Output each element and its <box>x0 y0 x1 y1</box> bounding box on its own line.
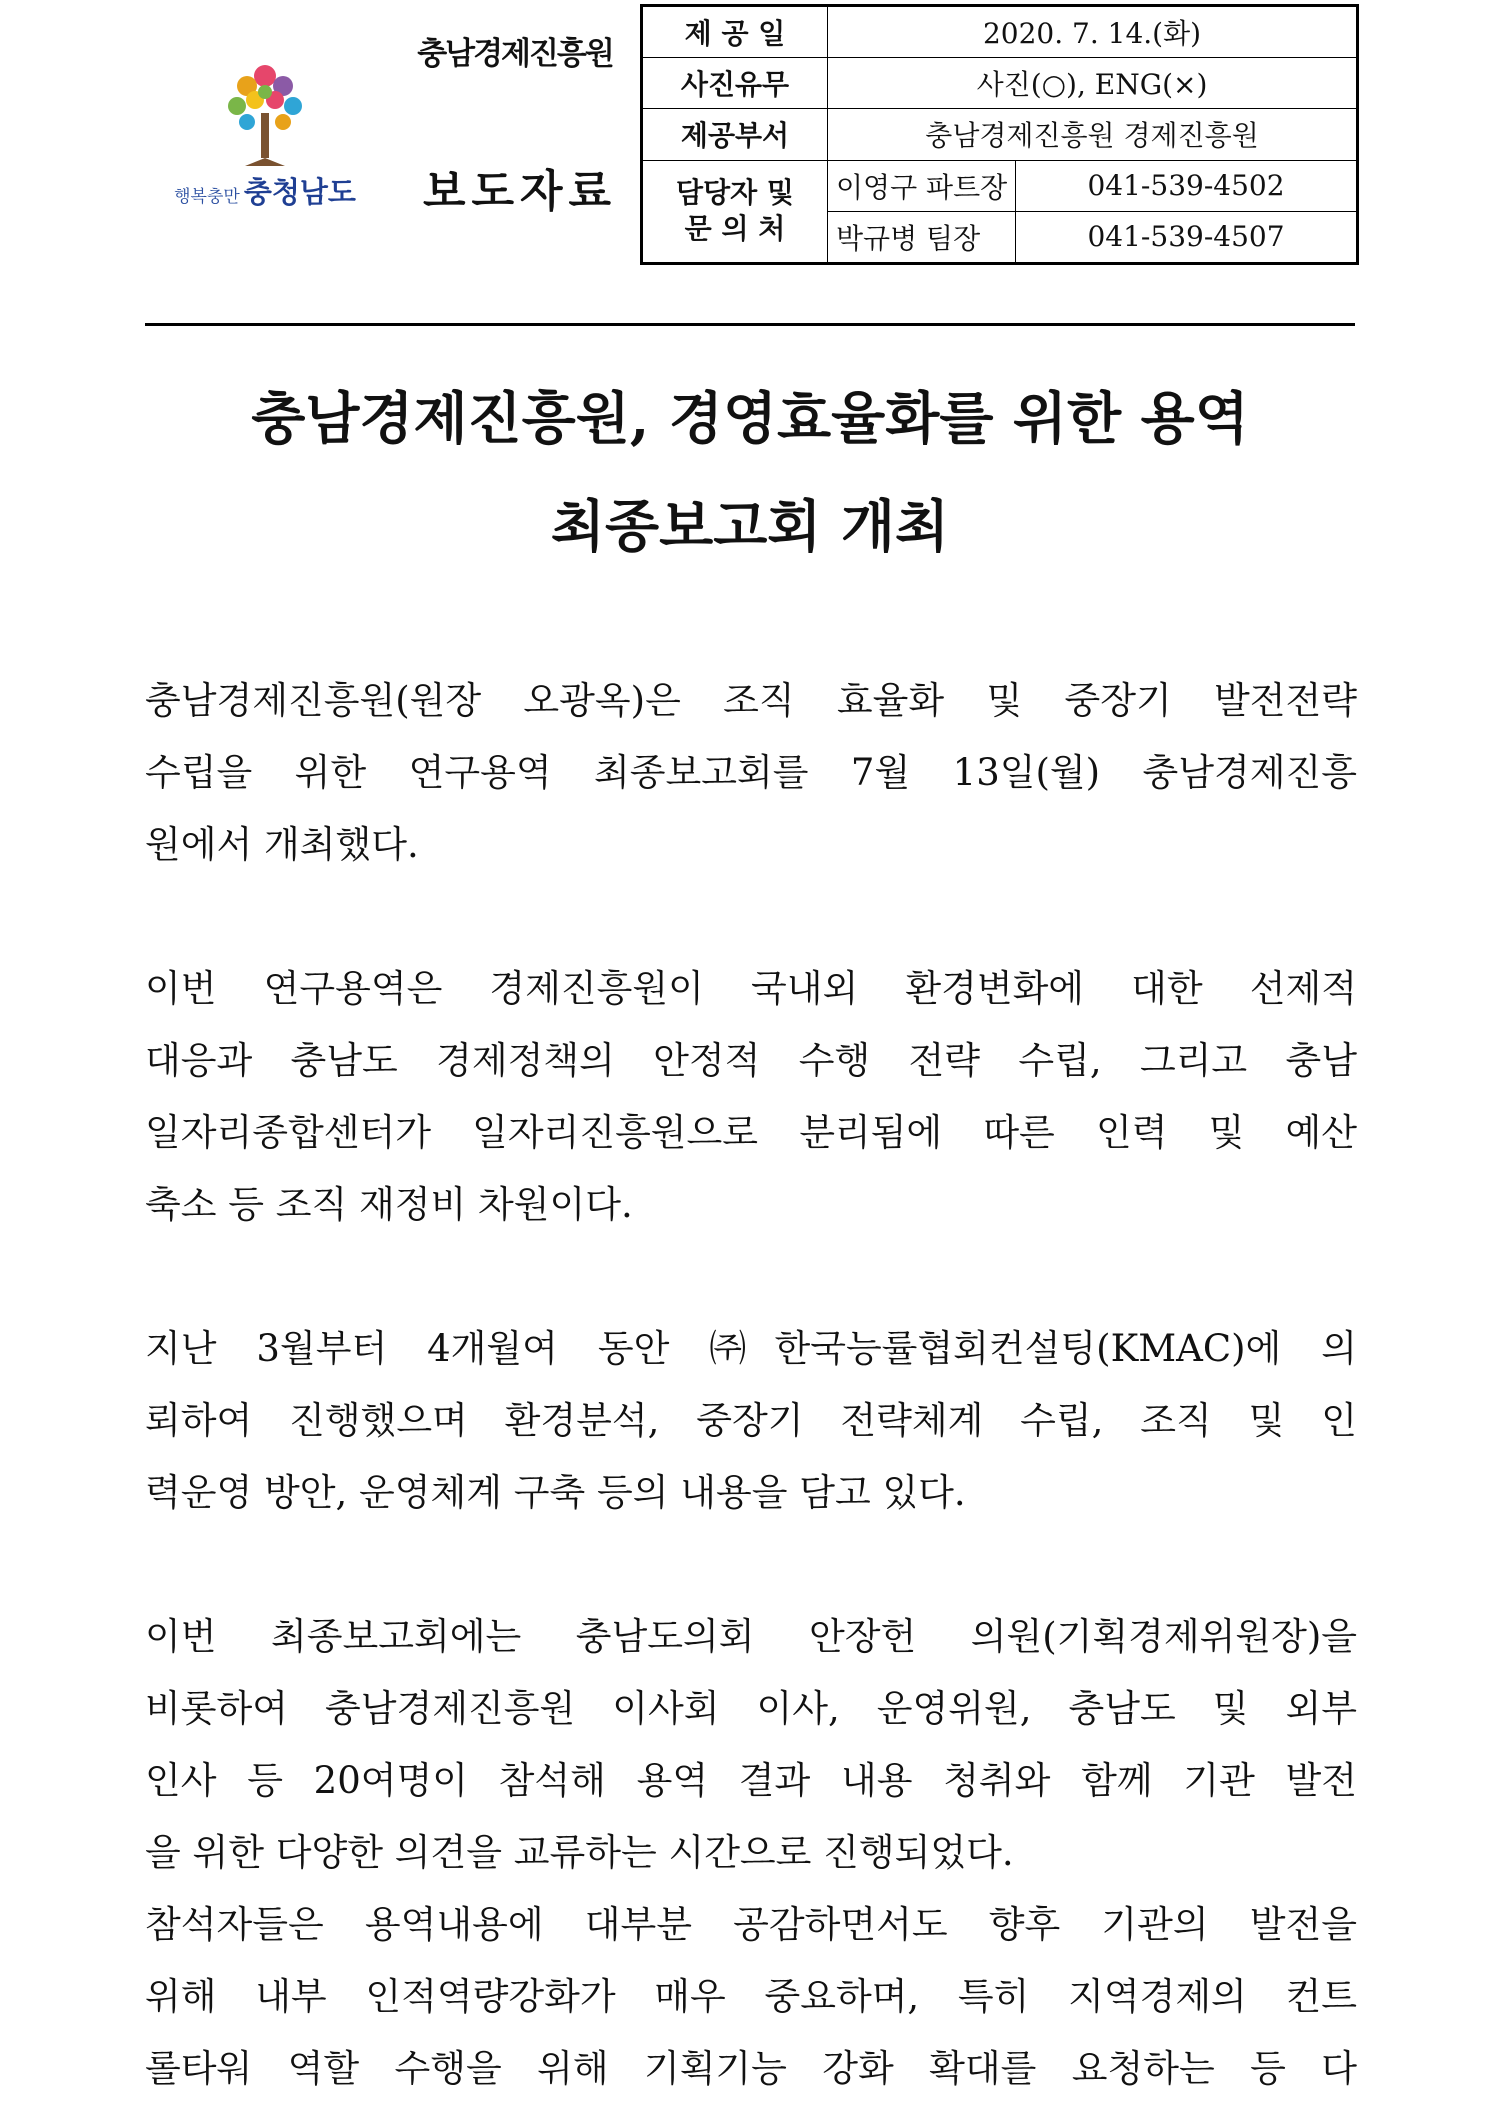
text-line: 비롯하여 충남경제진흥원 이사회 이사, 운영위원, 충남도 및 외부 <box>145 1687 1357 1730</box>
headline-line: 최종보고회 개최 <box>550 494 950 560</box>
contact-phone: 041-539-4502 <box>1016 160 1358 211</box>
contact-label <box>642 160 828 263</box>
table-row <box>642 6 1358 58</box>
text-line: 충남경제진흥원(원장 오광옥)은 조직 효율화 및 중장기 발전전략 <box>145 679 1357 722</box>
department-label: 제공부서 <box>642 109 828 160</box>
paragraph <box>145 953 1357 1241</box>
paragraph <box>145 665 1357 881</box>
text-line: 롤타워 역할 수행을 위해 기획기능 강화 확대를 요청하는 등 다 <box>145 2047 1357 2090</box>
tree-emblem-icon <box>225 58 305 168</box>
contact-phone: 041-539-4507 <box>1016 211 1358 263</box>
department-value: 충남경제진흥원 경제진흥원 <box>828 109 1358 160</box>
text-line: 뢰하여 진행했으며 환경분석, 중장기 전략체계 수립, 조직 및 인 <box>145 1399 1357 1442</box>
date-value: 2020. 7. 14.(화) <box>828 6 1358 58</box>
text-line: 축소 등 조직 재정비 차원이다. <box>145 1183 633 1226</box>
contact-label-line1: 담당자 및 <box>676 176 794 210</box>
province-logo <box>155 58 375 208</box>
contact-name: 박규병 팀장 <box>828 211 1016 263</box>
photo-value: 사진(○), ENG(×) <box>828 58 1358 109</box>
table-row <box>642 109 1358 160</box>
photo-label: 사진유무 <box>642 58 828 109</box>
release-info-table <box>640 4 1359 265</box>
table-row <box>642 160 1358 211</box>
header-divider <box>145 323 1355 326</box>
text-line: 력운영 방안, 운영체계 구축 등의 내용을 담고 있다. <box>145 1471 966 1514</box>
headline-line: 충남경제진흥원, 경영효율화를 위한 용역 <box>251 386 1249 452</box>
text-line: 일자리종합센터가 일자리진흥원으로 분리됨에 따른 인력 및 예산 <box>145 1111 1357 1154</box>
headline <box>100 365 1400 581</box>
logo-slogan: 행복충만 <box>174 187 240 207</box>
text-line: 위해 내부 인적역량강화가 매우 중요하며, 특히 지역경제의 컨트 <box>145 1975 1357 2018</box>
text-line: 을 위한 다양한 의견을 교류하는 시간으로 진행되었다. <box>145 1831 1014 1874</box>
agency-name: 충남경제진흥원 <box>417 36 613 72</box>
contact-label-line2: 문 의 처 <box>684 212 786 246</box>
logo-province-name: 충청남도 <box>243 175 356 209</box>
text-line: 지난 3월부터 4개월여 동안 ㈜한국능률협회컨설팅(KMAC)에 의 <box>145 1327 1357 1370</box>
text-line: 인사 등 20여명이 참석해 용역 결과 내용 청취와 함께 기관 발전 <box>145 1759 1358 1802</box>
article-body <box>145 665 1357 2105</box>
date-label: 제 공 일 <box>642 6 828 58</box>
text-line: 수립을 위한 연구용역 최종보고회를 7월 13일(월) 충남경제진흥 <box>145 751 1357 794</box>
table-row <box>642 58 1358 109</box>
text-line: 원에서 개최했다. <box>145 823 419 866</box>
contact-name: 이영구 파트장 <box>828 160 1016 211</box>
paragraph <box>145 1313 1357 1529</box>
text-line: 대응과 충남도 경제정책의 안정적 수행 전략 수립, 그리고 충남 <box>145 1039 1357 1082</box>
text-line: 이번 최종보고회에는 충남도의회 안장헌 의원(기획경제위원장)을 <box>145 1615 1357 1658</box>
text-line: 이번 연구용역은 경제진흥원이 국내외 환경변화에 대한 선제적 <box>145 967 1357 1010</box>
document-type: 보도자료 <box>422 166 617 217</box>
paragraph <box>145 1601 1357 2105</box>
text-line: 참석자들은 용역내용에 대부분 공감하면서도 향후 기관의 발전을 <box>145 1903 1357 1946</box>
